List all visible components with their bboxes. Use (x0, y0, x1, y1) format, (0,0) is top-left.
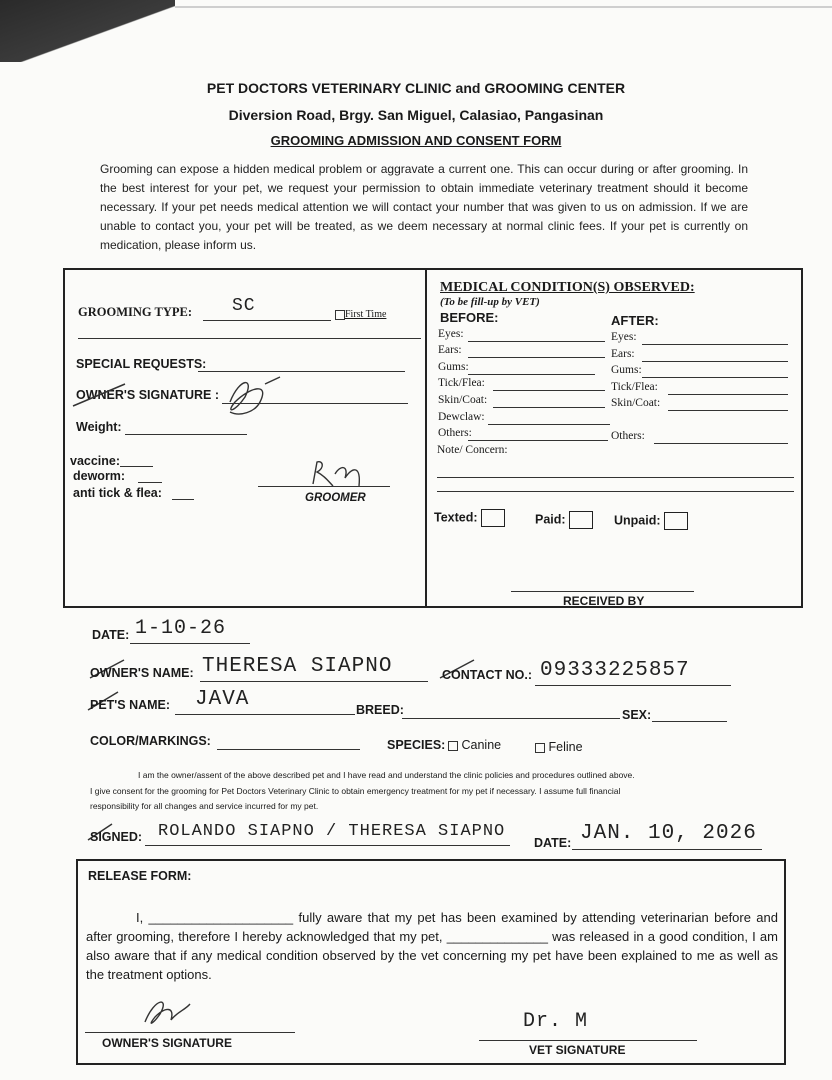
color-markings-label: COLOR/MARKINGS: (90, 734, 211, 748)
scan-shadow (0, 0, 175, 62)
intro-text: Grooming can expose a hidden medical problem or aggravate a current one. This can occur during or after grooming. In the best interest for your pet, we request your permission to obtain immediate veterinary treatment should it become necessary. If your pet needs medical attention we will contact your number that was given to us on admission. If we are unable to contact you, your pet will be treated, as we deem necessary at normal clinic fees. If your pet is currently on medication, please inform us. (100, 162, 748, 252)
before-field-label: Gums: (438, 361, 469, 373)
after-field-label: Tick/Flea: (611, 381, 658, 393)
contact-label: CONTACT NO.: (442, 668, 533, 682)
feline-label: Feline (548, 740, 583, 754)
after-field[interactable] (611, 348, 635, 360)
medical-condition-title: MEDICAL CONDITION(S) OBSERVED: (440, 280, 695, 295)
received-by-label: RECEIVED BY (563, 594, 645, 608)
anti-tick-label: anti tick & flea: (73, 486, 162, 500)
first-time-label: First Time (345, 309, 387, 320)
paid-label: Paid: (535, 512, 566, 527)
deworm-label: deworm: (73, 469, 126, 483)
before-label: BEFORE: (440, 310, 499, 325)
owner-name-value[interactable]: THERESA SIAPNO (202, 655, 393, 678)
consent-date-value[interactable]: JAN. 10, 2026 (580, 822, 757, 845)
before-field-label: Skin/Coat: (438, 394, 488, 406)
owner-name-label: OWNER'S NAME: (90, 666, 194, 680)
owner-signature-label: OWNER'S SIGNATURE : (76, 388, 220, 402)
checkbox-icon[interactable] (335, 310, 345, 320)
signed-label: SIGNED: (90, 830, 143, 844)
form-title: GROOMING ADMISSION AND CONSENT FORM (270, 133, 562, 148)
grooming-type-value[interactable]: SC (232, 296, 256, 316)
date-label: DATE: (92, 628, 130, 642)
texted-label: Texted: (434, 510, 478, 525)
pet-name-label: PET'S NAME: (90, 698, 171, 712)
texted-checkbox[interactable] (434, 509, 505, 527)
after-field-label: Skin/Coat: (611, 397, 661, 409)
before-field[interactable] (438, 344, 462, 356)
contact-value[interactable]: 09333225857 (540, 659, 690, 682)
after-field-label: Gums: (611, 364, 642, 376)
unpaid-checkbox[interactable] (614, 512, 688, 530)
release-owner-signature-label: OWNER'S SIGNATURE (102, 1036, 232, 1050)
after-field-label: Others: (611, 430, 645, 442)
first-time-checkbox[interactable] (335, 309, 386, 320)
consent-line-2: I give consent for the grooming for Pet Doctors Veterinary Clinic to obtain emergency treatment for my pet if necessary. I assume full financial (90, 786, 621, 796)
after-field[interactable] (611, 397, 660, 409)
vet-subtitle: (To be fill-up by VET) (440, 296, 540, 308)
paid-box[interactable] (569, 511, 593, 529)
unpaid-label: Unpaid: (614, 513, 661, 528)
feline-option[interactable] (535, 740, 583, 754)
sex-label: SEX: (622, 708, 652, 722)
owner-signature-mark (210, 372, 290, 422)
grooming-type-label: GROOMING TYPE: (78, 305, 193, 319)
consent-line-3: responsibility for all changes and service incurred for my pet. (90, 801, 319, 811)
before-field[interactable] (438, 427, 472, 439)
pet-name-value[interactable]: JAVA (195, 688, 250, 711)
before-field[interactable] (438, 361, 469, 373)
note-label: Note/ Concern: (437, 444, 508, 456)
after-field[interactable] (611, 331, 637, 343)
before-field-label: Tick/Flea: (438, 377, 485, 389)
release-form-title: RELEASE FORM: (88, 869, 192, 883)
clinic-address: Diversion Road, Brgy. San Miguel, Calasiao, Pangasinan (228, 107, 604, 123)
date-value[interactable]: 1-10-26 (135, 617, 227, 640)
before-field[interactable] (438, 377, 485, 389)
paid-checkbox[interactable] (535, 511, 593, 529)
breed-label: BREED: (356, 703, 404, 717)
after-field[interactable] (611, 364, 642, 376)
vet-signature-value: Dr. M (523, 1010, 589, 1033)
after-label: AFTER: (611, 313, 659, 328)
signed-value[interactable]: ROLANDO SIAPNO / THERESA SIAPNO (158, 822, 506, 841)
canine-option[interactable] (448, 738, 501, 752)
vaccine-label: vaccine: (70, 454, 121, 468)
before-field[interactable] (438, 328, 464, 340)
before-field[interactable] (438, 394, 487, 406)
before-field[interactable] (438, 411, 485, 423)
after-field[interactable] (611, 430, 645, 442)
clinic-name: PET DOCTORS VETERINARY CLINIC and GROOMING CENTER (206, 80, 626, 96)
groomer-label: GROOMER (305, 492, 366, 504)
consent-line-1: I am the owner/assent of the above described pet and I have read and understand the clinic policies and procedures outlined above. (138, 770, 635, 780)
canine-checkbox-icon[interactable] (448, 741, 458, 751)
box-divider (425, 270, 427, 606)
before-field-label: Eyes: (438, 328, 464, 340)
after-field-label: Ears: (611, 348, 635, 360)
feline-checkbox-icon[interactable] (535, 743, 545, 753)
before-field-label: Dewclaw: (438, 411, 485, 423)
scan-edge (175, 6, 832, 8)
after-field-label: Eyes: (611, 331, 637, 343)
texted-box[interactable] (481, 509, 505, 527)
unpaid-box[interactable] (664, 512, 688, 530)
before-field-label: Ears: (438, 344, 462, 356)
species-label: SPECIES: (387, 738, 446, 752)
release-text: I, ____________________ fully aware that my pet has been examined by attending veterinarian before and after grooming, therefore I hereby acknowledged that my pet, ______________ was released in a good condition, I am also aware that if any medical condition observed by the vet concerning my pet have been explained to me as well as the treatment options. (86, 910, 778, 982)
checkmark-icon (70, 380, 130, 410)
canine-label: Canine (461, 738, 502, 752)
special-requests-label: SPECIAL REQUESTS: (76, 357, 207, 371)
before-field-label: Others: (438, 427, 472, 439)
after-field[interactable] (611, 381, 658, 393)
weight-label: Weight: (76, 420, 122, 434)
release-owner-signature-mark (135, 992, 195, 1032)
vet-signature-label: VET SIGNATURE (529, 1043, 626, 1057)
consent-date-label: DATE: (534, 836, 572, 850)
